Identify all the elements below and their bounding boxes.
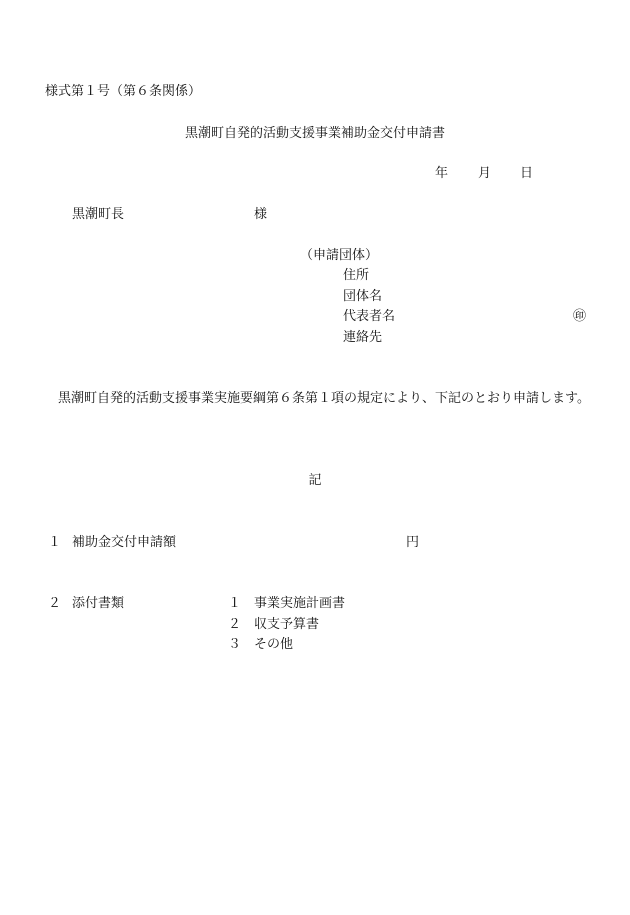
- body-paragraph: 黒潮町自発的活動支援事業実施要綱第６条第１項の規定により、下記のとおり申請します。: [58, 391, 590, 406]
- seal-mark: ㊞: [573, 309, 587, 324]
- attachment-number: １: [228, 596, 242, 611]
- attachment-label: 事業実施計画書: [254, 596, 346, 611]
- date-year-label: 年: [435, 166, 449, 181]
- date-day-label: 日: [520, 166, 534, 181]
- applicant-representative-label: 代表者名: [343, 309, 396, 324]
- addressee-honorific: 様: [254, 207, 268, 222]
- date-month-label: 月: [478, 166, 492, 181]
- item-1-label: 補助金交付申請額: [72, 535, 177, 550]
- ki-heading: 記: [308, 473, 322, 488]
- applicant-group-label: 団体名: [343, 289, 383, 304]
- applicant-contact-label: 連絡先: [343, 330, 383, 345]
- applicant-heading: （申請団体）: [300, 248, 379, 263]
- form-number-label: 様式第１号（第６条関係）: [45, 84, 202, 99]
- item-1-number: １: [48, 535, 62, 550]
- addressee-name: 黒潮町長: [72, 207, 125, 222]
- attachment-number: ３: [228, 637, 242, 652]
- attachment-number: ２: [228, 617, 242, 632]
- item-2-label: 添付書類: [72, 596, 125, 611]
- attachment-label: 収支予算書: [254, 617, 320, 632]
- applicant-address-label: 住所: [343, 268, 370, 283]
- attachment-label: その他: [254, 637, 294, 652]
- page-title: 黒潮町自発的活動支援事業補助金交付申請書: [184, 126, 445, 141]
- item-2-number: ２: [48, 596, 62, 611]
- item-1-unit: 円: [406, 535, 420, 550]
